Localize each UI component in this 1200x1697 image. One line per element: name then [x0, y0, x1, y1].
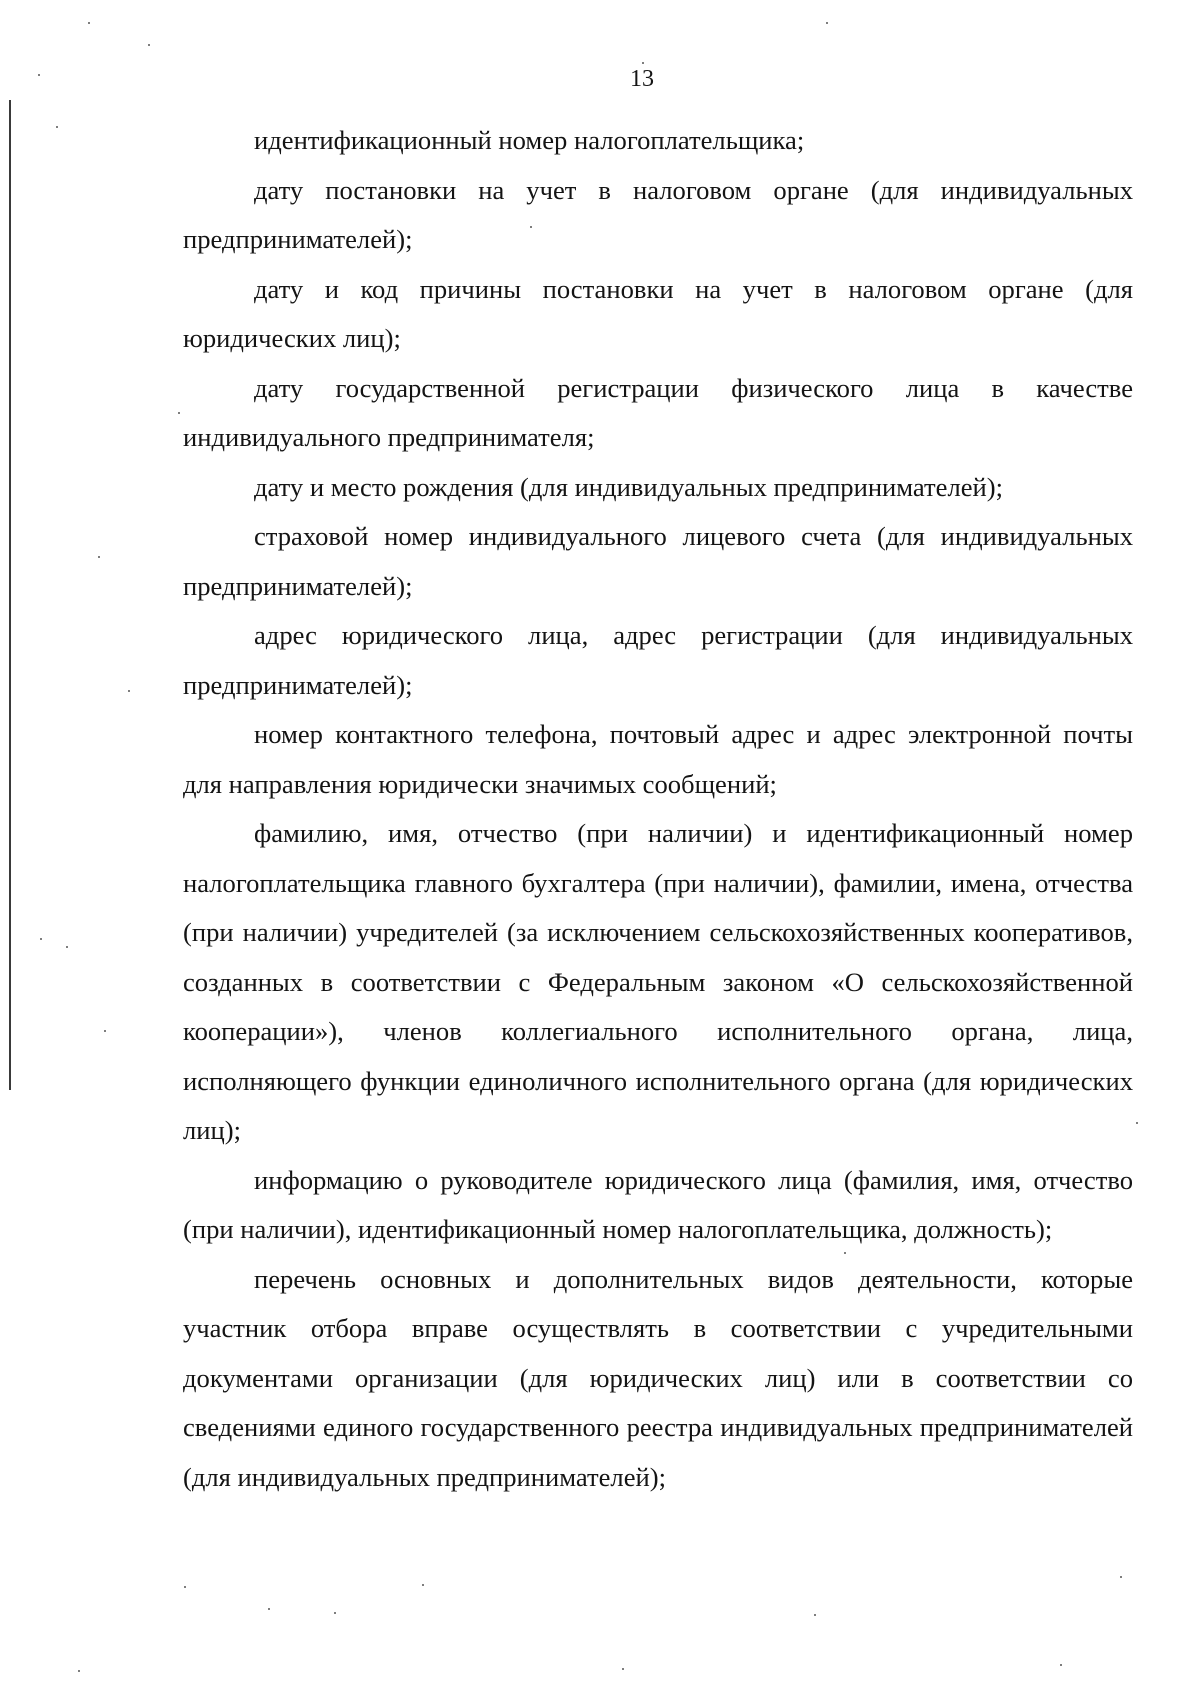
- paragraph-registration-code-legal: дату и код причины постановки на учет в налоговом органе (для юридических лиц);: [183, 273, 1133, 353]
- scan-speck: [98, 556, 100, 558]
- scan-speck: [88, 22, 90, 24]
- scan-speck: [38, 74, 40, 76]
- scan-speck: [622, 1668, 624, 1670]
- scan-speck: [178, 412, 180, 414]
- scan-speck: [1120, 1576, 1122, 1578]
- scan-speck: [826, 22, 828, 24]
- paragraph-insurance-number: страховой номер индивидуального лицевого счета (для индивидуальных предпринимателей);: [183, 521, 1133, 601]
- scan-speck: [40, 938, 42, 940]
- scan-speck: [128, 690, 130, 692]
- page-number: 13: [630, 66, 654, 92]
- scan-speck: [268, 1608, 270, 1610]
- scan-speck: [184, 1586, 186, 1588]
- scan-speck: [642, 62, 644, 64]
- paragraph-activity-types: перечень основных и дополнительных видов деятельности, которые участник отбора вправе осуществлять в соответствии с учредительными документами организации (для юридических лиц) или в соответствии со сведениями единого государственного реестра индивидуальных предпринимателей (для индивидуальных предпринимателей);: [183, 1263, 1133, 1492]
- scan-speck: [422, 1584, 424, 1586]
- document-body: [183, 116, 1133, 1502]
- paragraph-state-registration-date: дату государственной регистрации физического лица в качестве индивидуального предпринимателя;: [183, 372, 1133, 452]
- paragraph-founders-accountant: фамилию, имя, отчество (при наличии) и идентификационный номер налогоплательщика главного бухгалтера (при наличии), фамилии, имена, отчества (при наличии) учредителей (за исключением сельскохозяйственных кооперативов, созданных в соответствии с Федеральным законом «О сельскохозяйственной кооперации»), членов коллегиального исполнительного органа, лица, исполняющего функции единоличного исполнительного органа (для юридических лиц);: [183, 818, 1133, 1145]
- scan-speck: [334, 1612, 336, 1614]
- scan-speck: [1136, 1122, 1138, 1124]
- scan-speck: [148, 44, 150, 46]
- scan-speck: [1060, 1664, 1062, 1666]
- scan-speck: [104, 1030, 106, 1032]
- scan-speck: [78, 1670, 80, 1672]
- paragraph-inn: идентификационный номер налогоплательщика;: [254, 125, 805, 155]
- scan-speck: [844, 1252, 846, 1254]
- scan-margin-line: [9, 100, 11, 1090]
- paragraph-head-info: информацию о руководителе юридического лица (фамилия, имя, отчество (при наличии), идентификационный номер налогоплательщика, должность);: [183, 1164, 1133, 1244]
- scan-speck: [66, 946, 68, 948]
- paragraph-birth-date-place: дату и место рождения (для индивидуальных предпринимателей);: [254, 471, 1004, 502]
- paragraph-registration-date-ip: дату постановки на учет в налоговом органе (для индивидуальных предпринимателей);: [183, 174, 1133, 254]
- scan-speck: [56, 126, 58, 128]
- scan-speck: [530, 226, 532, 228]
- paragraph-contacts: номер контактного телефона, почтовый адрес и адрес электронной почты для направления юридически значимых сообщений;: [183, 719, 1133, 799]
- scan-speck: [814, 1614, 816, 1616]
- paragraph-address: адрес юридического лица, адрес регистрации (для индивидуальных предпринимателей);: [183, 620, 1133, 700]
